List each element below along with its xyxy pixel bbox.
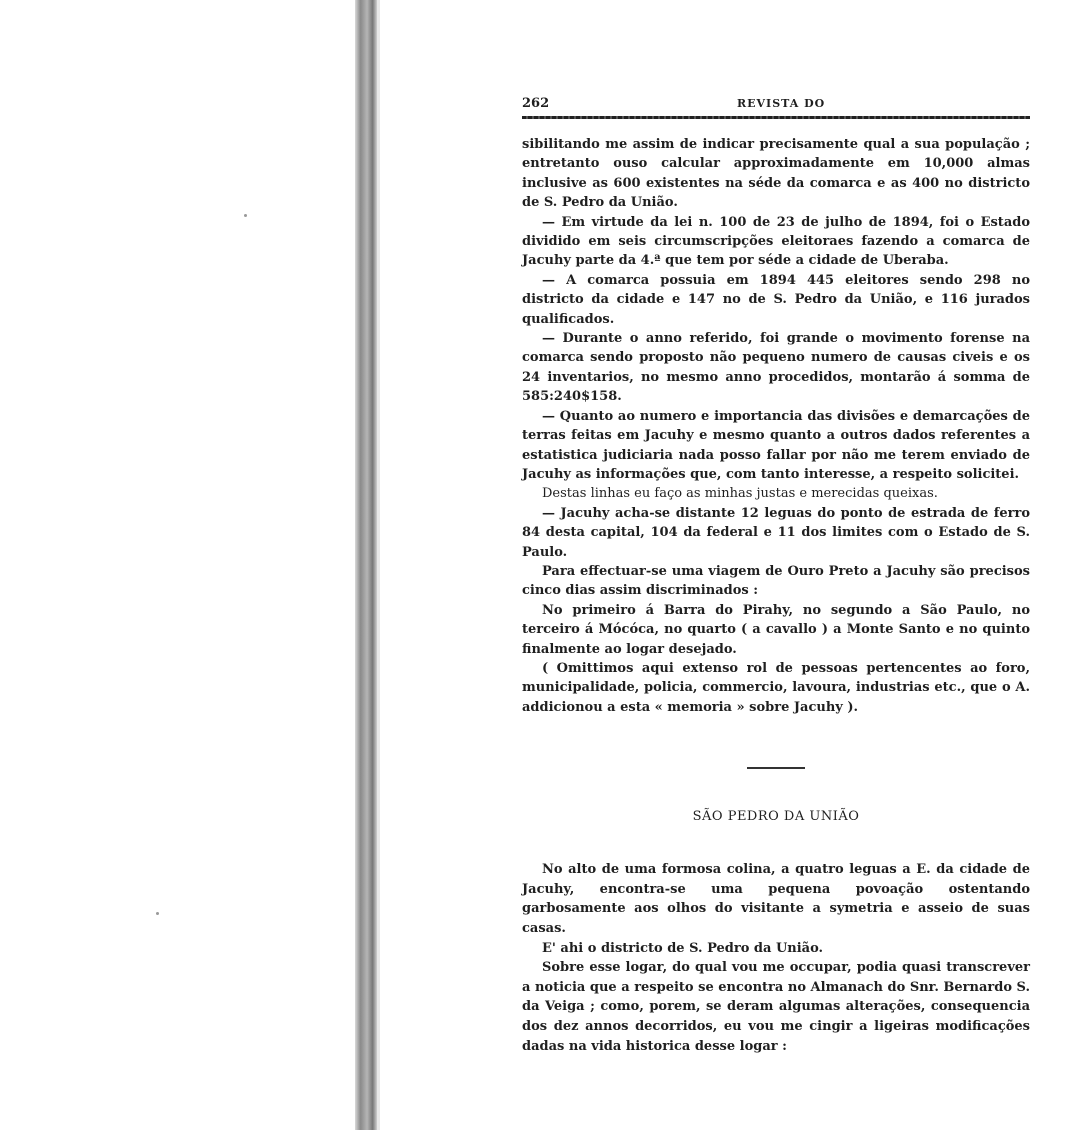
paragraph: sibilitando me assim de indicar precisamente qual a sua população ; entretanto ouso calcular approximadamente em 10,000 almas inclusive as 600 existentes na séde da comarca e as 400 no districto de S. Pedro da União. <box>522 137 1030 211</box>
paragraph: ( Omittimos aqui extenso rol de pessoas pertencentes ao foro, municipalidade, policia, commercio, lavoura, industrias etc., que o A. addicionou a esta « memoria » sobre Jacuhy ). <box>522 660 1030 715</box>
running-title: REVISTA DO <box>737 97 826 110</box>
paragraph: — A comarca possuia em 1894 445 eleitores sendo 298 no districto da cidade e 147 no de S. Pedro da União, e 116 jurados qualificados. <box>522 272 1030 327</box>
paper-speck <box>156 912 159 915</box>
paragraph: — Durante o anno referido, foi grande o movimento forense na comarca sendo proposto não pequeno numero de causas civeis e os 24 inventarios, no mesmo anno procedidos, montarão á somma de 585:240$158. <box>522 331 1030 405</box>
section-separator <box>747 767 805 769</box>
book-gutter <box>355 0 377 1130</box>
paragraph: E' ahi o districto de S. Pedro da União. <box>542 940 824 956</box>
paragraph: — Jacuhy acha-se distante 12 leguas do ponto de estrada de ferro 84 desta capital, 104 da federal e 11 dos limites com o Estado de S. Paulo. <box>522 505 1030 560</box>
section-title: SÃO PEDRO DA UNIÃO <box>692 809 860 825</box>
page-number: 262 <box>522 96 550 111</box>
body-text <box>522 135 1030 717</box>
paper-speck <box>244 214 247 217</box>
paragraph: — Em virtude da lei n. 100 de 23 de julho de 1894, foi o Estado dividido em seis circumscripções eleitoraes fazendo a comarca de Jacuhy parte da 4.ª que tem por séde a cidade de Uberaba. <box>522 214 1030 269</box>
book-page <box>522 96 1030 1056</box>
paragraph: No alto de uma formosa colina, a quatro leguas a E. da cidade de Jacuhy, encontra-se uma pequena povoação ostentando garbosamente aos olhos do visitante a symetria e asseio de suas casas. <box>522 862 1030 936</box>
header-rule <box>522 116 1030 119</box>
gutter-edge <box>377 0 380 1130</box>
paragraph: Sobre esse logar, do qual vou me occupar, podia quasi transcrever a noticia que a respeito se encontra no Almanach do Snr. Bernardo S. da Veiga ; como, porem, se deram algumas alterações, consequencia dos dez annos decorridos, eu vou me cingir a ligeiras modificações dadas na vida historica desse logar : <box>522 960 1030 1054</box>
section-text <box>522 860 1030 1056</box>
page-header <box>522 96 1030 114</box>
paragraph: Destas linhas eu faço as minhas justas e merecidas queixas. <box>542 486 938 502</box>
paragraph: Para effectuar-se uma viagem de Ouro Preto a Jacuhy são precisos cinco dias assim discriminados : <box>522 563 1030 599</box>
paragraph: — Quanto ao numero e importancia das divisões e demarcações de terras feitas em Jacuhy e mesmo quanto a outros dados referentes a estatistica judiciaria nada posso fallar por não me terem enviado de Jacuhy as informações que, com tanto interesse, a respeito solicitei. <box>522 408 1030 482</box>
paragraph: No primeiro á Barra do Pirahy, no segundo a São Paulo, no terceiro á Mócóca, no quarto ( a cavallo ) a Monte Santo e no quinto finalmente ao logar desejado. <box>522 602 1030 657</box>
